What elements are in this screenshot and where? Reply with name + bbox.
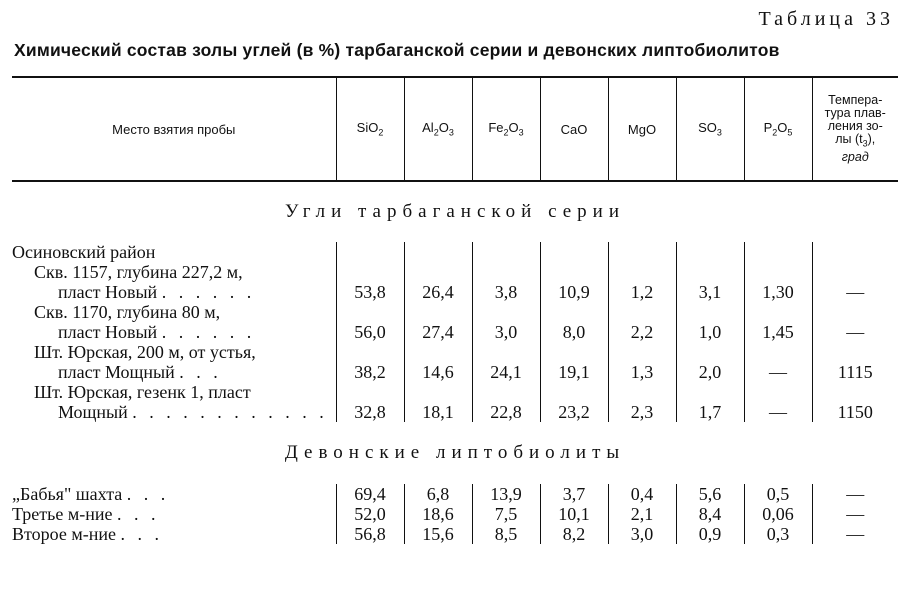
table-row bbox=[12, 302, 898, 322]
district-label: Осиновский район bbox=[12, 242, 156, 262]
value-cell: — bbox=[812, 282, 898, 302]
table-row bbox=[12, 242, 898, 262]
header-location: Место взятия пробы bbox=[12, 77, 336, 181]
value-cell: — bbox=[812, 484, 898, 504]
value-cell: 0,9 bbox=[676, 524, 744, 544]
value-cell: 2,1 bbox=[608, 504, 676, 524]
value-cell: 1,7 bbox=[676, 402, 744, 422]
table-row bbox=[12, 504, 898, 524]
value-cell: 0,4 bbox=[608, 484, 676, 504]
table-row bbox=[12, 322, 898, 342]
header-mgo: MgO bbox=[608, 77, 676, 181]
value-cell: 8,2 bbox=[540, 524, 608, 544]
sample-location: Третье м-ние . . . bbox=[12, 504, 160, 524]
value-cell: 1115 bbox=[812, 362, 898, 382]
table-row bbox=[12, 402, 898, 422]
value-cell: 1,3 bbox=[608, 362, 676, 382]
header-so3: $SO_3$ bbox=[676, 77, 744, 181]
value-cell: 2,2 bbox=[608, 322, 676, 342]
value-cell: 56,0 bbox=[336, 322, 404, 342]
chemical-composition-table bbox=[12, 76, 898, 544]
value-cell: 3,8 bbox=[472, 282, 540, 302]
sample-location: Скв. 1157, глубина 227,2 м, bbox=[34, 262, 243, 282]
section-coal-title: Угли тарбаганской серии bbox=[284, 201, 626, 222]
value-cell: 18,6 bbox=[404, 504, 472, 524]
value-cell: — bbox=[812, 322, 898, 342]
value-cell: 53,8 bbox=[336, 282, 404, 302]
sample-location: пласт Новый . . . . . . bbox=[58, 282, 256, 302]
value-cell: 1,2 bbox=[608, 282, 676, 302]
value-cell: 5,6 bbox=[676, 484, 744, 504]
value-cell: 26,4 bbox=[404, 282, 472, 302]
value-cell: 3,7 bbox=[540, 484, 608, 504]
section-row bbox=[12, 422, 898, 484]
header-row bbox=[12, 77, 898, 181]
value-cell: 10,1 bbox=[540, 504, 608, 524]
value-cell: 6,8 bbox=[404, 484, 472, 504]
header-cao: CaO bbox=[540, 77, 608, 181]
table-number: Таблица 33 bbox=[758, 8, 894, 30]
value-cell: 0,5 bbox=[744, 484, 812, 504]
value-cell: 52,0 bbox=[336, 504, 404, 524]
header-sio2: SiO$_2$ bbox=[336, 77, 404, 181]
table-row bbox=[12, 342, 898, 362]
sample-location: пласт Мощный . . . bbox=[58, 362, 222, 382]
value-cell: 15,6 bbox=[404, 524, 472, 544]
table-caption: Химический состав золы углей (в %) тарбаганской серии и девонских липтобиолитов bbox=[14, 40, 780, 60]
value-cell: 10,9 bbox=[540, 282, 608, 302]
table-row bbox=[12, 484, 898, 504]
value-cell: 1,0 bbox=[676, 322, 744, 342]
sample-location: Мощный . . . . . . . . . . . . bbox=[58, 402, 328, 422]
value-cell: — bbox=[744, 362, 812, 382]
value-cell: 38,2 bbox=[336, 362, 404, 382]
value-cell: 8,5 bbox=[472, 524, 540, 544]
value-cell: 56,8 bbox=[336, 524, 404, 544]
value-cell: 8,0 bbox=[540, 322, 608, 342]
sample-location: Второе м-ние . . . bbox=[12, 524, 163, 544]
value-cell: 3,0 bbox=[608, 524, 676, 544]
section-devon-title: Девонские липтобиолиты bbox=[284, 442, 626, 463]
table-row bbox=[12, 282, 898, 302]
value-cell: 3,0 bbox=[472, 322, 540, 342]
value-cell: 69,4 bbox=[336, 484, 404, 504]
value-cell: 2,3 bbox=[608, 402, 676, 422]
sample-location: Шт. Юрская, гезенк 1, пласт bbox=[34, 382, 251, 402]
value-cell: — bbox=[812, 524, 898, 544]
value-cell: 24,1 bbox=[472, 362, 540, 382]
value-cell: 19,1 bbox=[540, 362, 608, 382]
table-row bbox=[12, 524, 898, 544]
value-cell: — bbox=[744, 402, 812, 422]
value-cell: 23,2 bbox=[540, 402, 608, 422]
value-cell: 18,1 bbox=[404, 402, 472, 422]
table-row bbox=[12, 362, 898, 382]
sample-location: Шт. Юрская, 200 м, от устья, bbox=[34, 342, 256, 362]
sample-location: Скв. 1170, глубина 80 м, bbox=[34, 302, 221, 322]
value-cell: 22,8 bbox=[472, 402, 540, 422]
value-cell: 1,45 bbox=[744, 322, 812, 342]
value-cell: 7,5 bbox=[472, 504, 540, 524]
value-cell: 2,0 bbox=[676, 362, 744, 382]
sample-location: „Бабья" шахта . . . bbox=[12, 484, 170, 504]
table-row bbox=[12, 262, 898, 282]
value-cell: 8,4 bbox=[676, 504, 744, 524]
header-fe2o3: $Fe_2O_3$ bbox=[472, 77, 540, 181]
value-cell: 3,1 bbox=[676, 282, 744, 302]
value-cell: — bbox=[812, 504, 898, 524]
value-cell: 14,6 bbox=[404, 362, 472, 382]
table-row bbox=[12, 382, 898, 402]
header-p2o5: $P_2O_5$ bbox=[744, 77, 812, 181]
header-al2o3: $Al_2O_3$ bbox=[404, 77, 472, 181]
value-cell: 0,06 bbox=[744, 504, 812, 524]
value-cell: 13,9 bbox=[472, 484, 540, 504]
sample-location: пласт Новый . . . . . . bbox=[58, 322, 256, 342]
value-cell: 32,8 bbox=[336, 402, 404, 422]
header-melting-temp: Темпера- тура плав- ления зо- лы $(t_3)$, град bbox=[812, 77, 898, 181]
value-cell: 0,3 bbox=[744, 524, 812, 544]
value-cell: 1,30 bbox=[744, 282, 812, 302]
value-cell: 1150 bbox=[812, 402, 898, 422]
section-row bbox=[12, 181, 898, 242]
value-cell: 27,4 bbox=[404, 322, 472, 342]
